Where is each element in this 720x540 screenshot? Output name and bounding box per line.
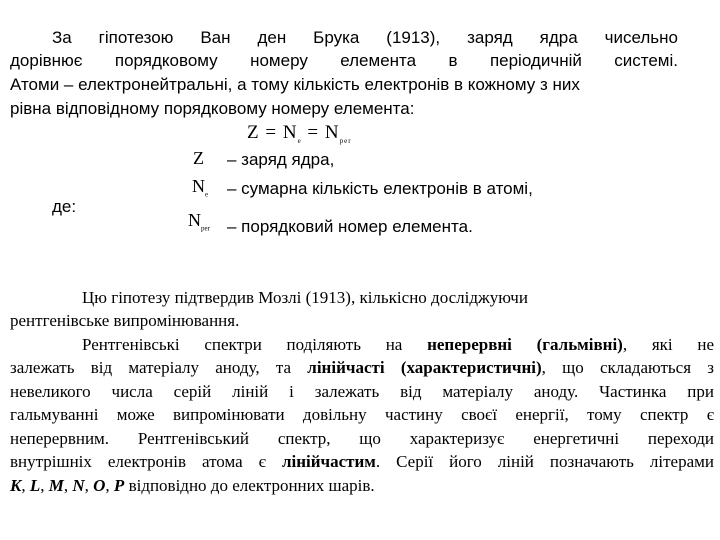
body-p1-line-1: Цю гіпотезу підтвердив Мозлі (1913), кількісно досліджуючи bbox=[82, 288, 528, 307]
body-p2-line-6: внутрішніх електронів атома є лінійчастим. Серії його ліній позначають літерами bbox=[10, 452, 715, 471]
formula-equals-2: = bbox=[307, 122, 320, 143]
intro-line-3: Атоми – електронейтральні, а тому кількість електронів в кожному з них bbox=[10, 75, 580, 94]
def-symbol-ne: $N_e$ bbox=[192, 176, 209, 199]
body-p2-line-2: залежать від матеріалу аноду, та лінійчасті (характеристичні), що складаються з bbox=[10, 358, 714, 377]
intro-line-1: За гіпотезою Ван ден Брука (1913), заряд ядра чисельно bbox=[52, 28, 678, 47]
body-p2-line-3: невеликого числа серій ліній і залежать від матеріалу аноду. Частинка при bbox=[10, 382, 714, 401]
def-text-nper: – порядковий номер елемента. bbox=[227, 217, 473, 236]
shell-letter: M bbox=[48, 476, 64, 495]
body-p1-line-2: рентгенівське випромінювання. bbox=[10, 311, 240, 330]
def-text-ne: – сумарна кількість електронів в атомі, bbox=[227, 179, 533, 198]
formula-z: Z bbox=[247, 122, 260, 143]
formula-nper: $N_{per}$ bbox=[324, 122, 352, 145]
def-symbol-nper: $N_{per}$ bbox=[188, 210, 210, 233]
shell-letter: O bbox=[93, 476, 106, 495]
intro-line-4: рівна відповідному порядковому номеру елемента: bbox=[10, 99, 415, 118]
shell-letter: K bbox=[10, 476, 22, 495]
body-p2-line-7: K, L, M, N, O, P відповідно до електронних шарів. bbox=[10, 476, 375, 495]
where-label: де: bbox=[52, 197, 77, 216]
formula-equals-1: = bbox=[265, 122, 278, 143]
intro-line-2: дорівнює порядковому номеру елемента в періодичній системі. bbox=[10, 51, 678, 70]
def-text-z: – заряд ядра, bbox=[227, 150, 335, 169]
shell-letter: L bbox=[29, 476, 41, 495]
body-p2-line-5: неперервним. Рентгенівський спектр, що характеризує енергетичні переходи bbox=[10, 429, 714, 448]
def-symbol-z: Z bbox=[193, 148, 204, 168]
body-p2-line-1: Рентгенівські спектри поділяють на неперервні (гальмівні), які не bbox=[82, 335, 714, 354]
shell-letter: P bbox=[113, 476, 125, 495]
shell-letter: N bbox=[72, 476, 85, 495]
body-p2-line-4: гальмуванні може випромінювати довільну частину своєї енергії, тому спектр є bbox=[10, 405, 714, 424]
formula-ne: $N_e$ bbox=[282, 122, 302, 145]
formula bbox=[247, 122, 352, 145]
